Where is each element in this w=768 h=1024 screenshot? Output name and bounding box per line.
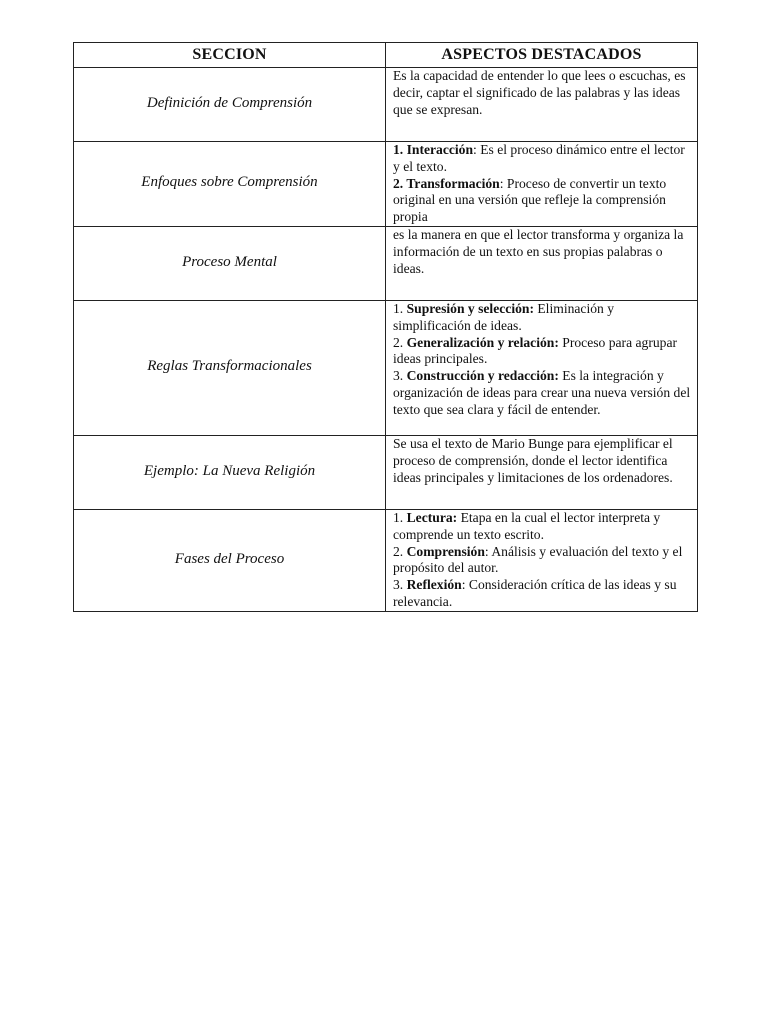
detail-cell [386,509,698,611]
detail-item: 3. Reflexión: Consideración crítica de las ideas y su relevancia. [393,577,677,609]
detail-item: 3. Construcción y redacción: Es la integración y organización de ideas para crear una nueva versión del texto que sea clara y fácil de entender. [393,368,691,417]
detail-cell [386,300,698,435]
section-cell [74,435,386,509]
section-cell [74,226,386,300]
section-cell [74,509,386,611]
header-section: SECCION [74,43,386,68]
table-header [74,43,698,68]
summary-table [73,42,698,612]
detail-text: Es la capacidad de entender lo que lees o escuchas, es decir, captar el significado de las palabras y las ideas que se expresan. [393,68,686,117]
section-name: Reglas Transformacionales [147,358,312,375]
section-cell [74,68,386,142]
detail-text: Se usa el texto de Mario Bunge para ejemplificar el proceso de comprensión, donde el lector identifica ideas principales y limitaciones de los ordenadores. [393,435,673,485]
section-name: Proceso Mental [182,253,277,270]
table-row [74,68,698,142]
table-row [74,300,698,435]
section-cell [74,300,386,435]
header-aspects: ASPECTOS DESTACADOS [386,43,698,68]
detail-item: 2. Comprensión: Análisis y evaluación del texto y el propósito del autor. [393,543,683,576]
detail-item: 1. Supresión y selección: Eliminación y simplificación de ideas. [393,300,615,333]
detail-text: es la manera en que el lector transforma y organiza la información de un texto en sus propias palabras o ideas. [393,226,684,276]
detail-cell [386,226,698,300]
table-body [74,68,698,612]
table-row [74,142,698,227]
table-row [74,226,698,300]
section-cell [74,142,386,227]
detail-cell [386,435,698,509]
table-row [74,509,698,611]
section-name: Fases del Proceso [174,550,285,567]
detail-item: 1. Lectura: Etapa en la cual el lector interpreta y comprende un texto escrito. [393,509,661,542]
detail-item: 2. Transformación: Proceso de convertir un texto original en una versión que refleje la comprensión propia [393,175,667,225]
detail-cell [386,142,698,227]
table-row [74,435,698,509]
detail-item: 1. Interacción: Es el proceso dinámico entre el lector y el texto. [393,142,685,174]
section-name: Enfoques sobre Comprensión [141,174,318,191]
section-name: Definición de Comprensión [146,95,313,111]
detail-item: 2. Generalización y relación: Proceso para agrupar ideas principales. [393,334,678,367]
header-row [74,43,698,68]
section-name: Ejemplo: La Nueva Religión [143,462,316,479]
detail-cell [386,68,698,142]
